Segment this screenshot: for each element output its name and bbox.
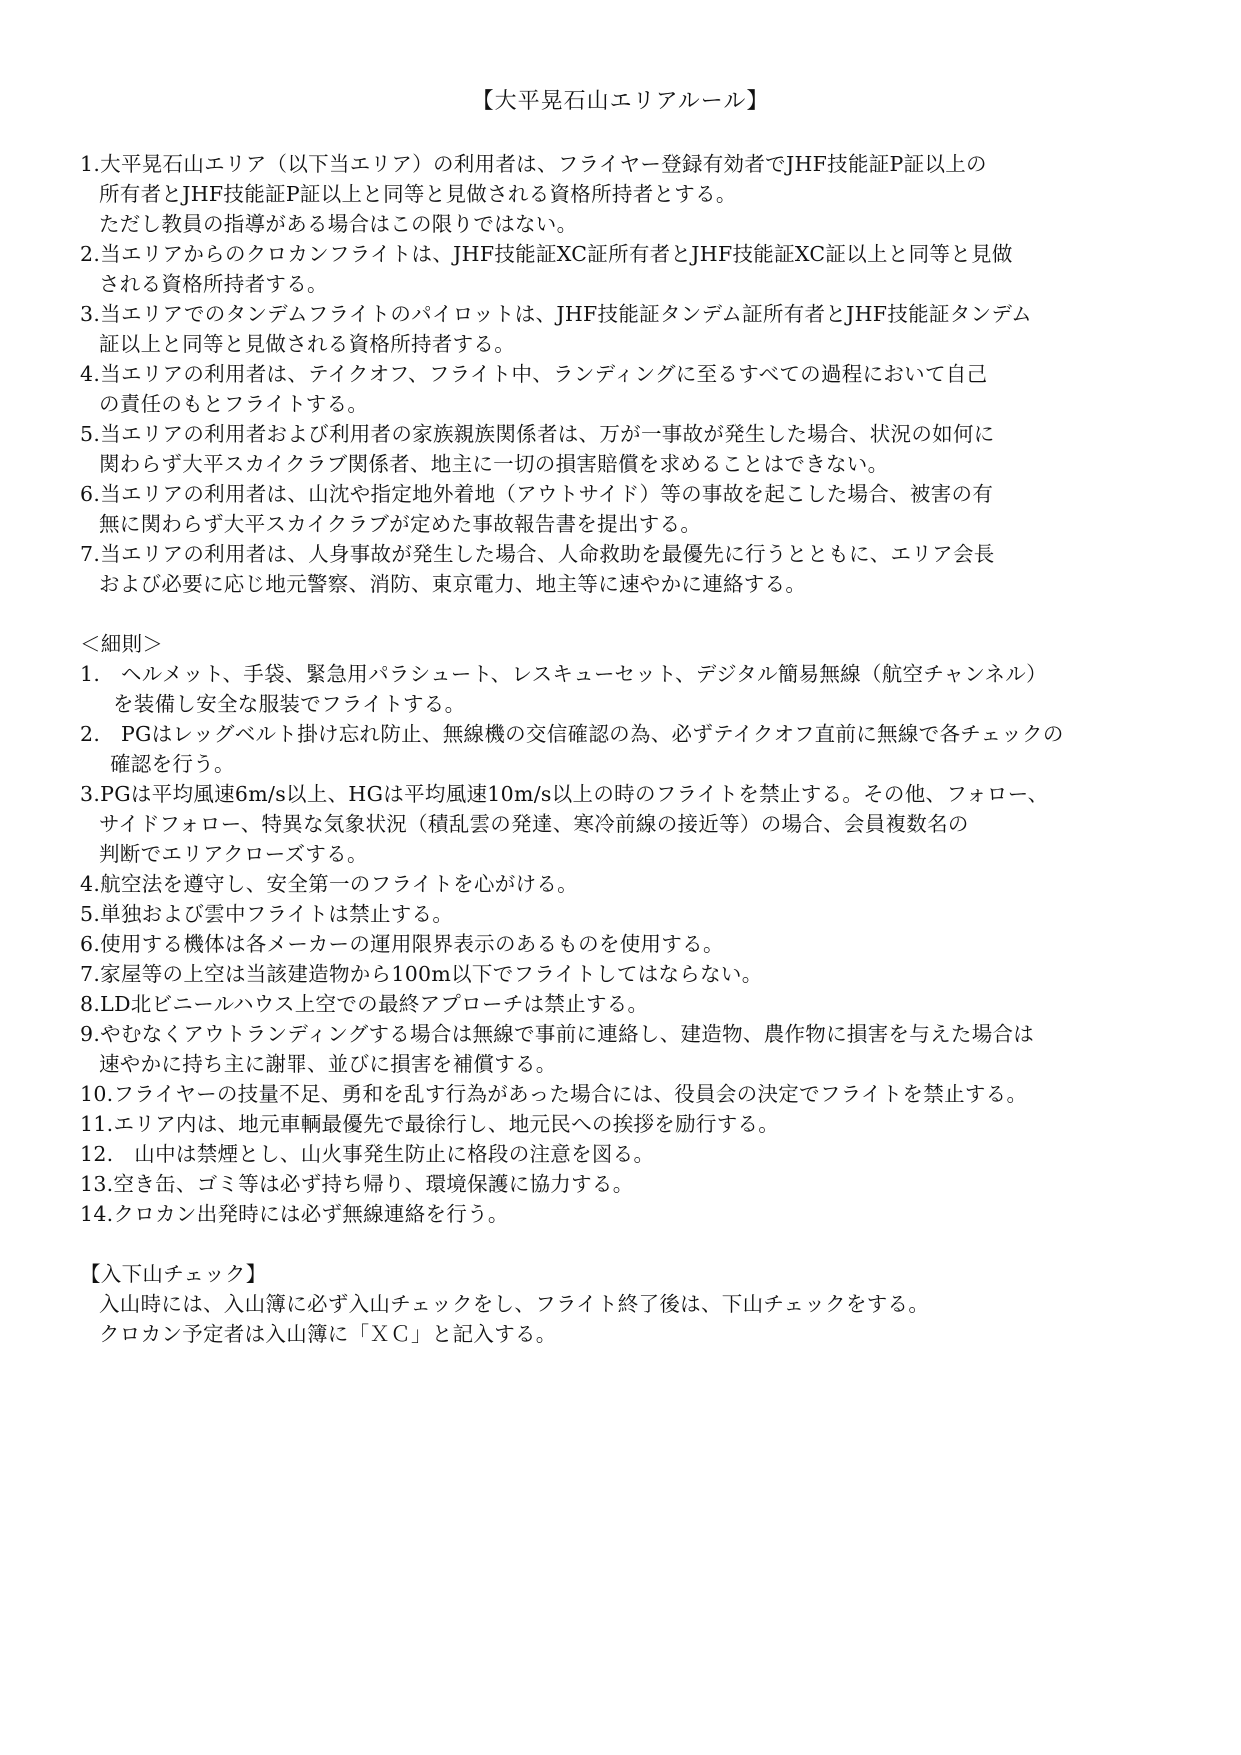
detail-13: 13.空き缶、ゴミ等は必ず持ち帰り、環境保護に協力する。 <box>80 1172 634 1196</box>
detail-14: 14.クロカン出発時には必ず無線連絡を行う。 <box>80 1202 509 1226</box>
detail-3-line-1: 3.PGは平均風速6m/s以上、HGは平均風速10m/s以上の時のフライトを禁止する。その他、フォロー、 <box>80 782 1049 806</box>
detail-6: 6.使用する機体は各メーカーの運用限界表示のあるものを使用する。 <box>80 932 724 956</box>
detail-2-line-2: 確認を行う。 <box>110 752 235 776</box>
rule-6-line-1: 6.当エリアの利用者は、山沈や指定地外着地（アウトサイド）等の事故を起こした場合、被害の有 <box>80 482 994 506</box>
detail-10: 10.フライヤーの技量不足、勇和を乱す行為があった場合には、役員会の決定でフライトを禁止する。 <box>80 1082 1028 1106</box>
detail-3-line-2: サイドフォロー、特異な気象状況（積乱雲の発達、寒冷前線の接近等）の場合、会員複数名の <box>99 812 969 836</box>
rule-2-line-1: 2.当エリアからのクロカンフライトは、JHF技能証XC証所有者とJHF技能証XC証以上と同等と見做 <box>80 242 1013 266</box>
detail-8: 8.LD北ビニールハウス上空での最終アプローチは禁止する。 <box>80 992 649 1016</box>
rule-7-line-1: 7.当エリアの利用者は、人身事故が発生した場合、人命救助を最優先に行うとともに、エリア会長 <box>80 542 995 566</box>
rule-1-line-3: ただし教員の指導がある場合はこの限りではない。 <box>99 212 578 236</box>
check-heading: 【入下山チェック】 <box>80 1262 267 1286</box>
detail-2-line-1: 2. PGはレッグベルト掛け忘れ防止、無線機の交信確認の為、必ずテイクオフ直前に無線で各チェックの <box>80 722 1064 746</box>
detail-12: 12. 山中は禁煙とし、山火事発生防止に格段の注意を図る。 <box>80 1142 655 1166</box>
rule-4-line-1: 4.当エリアの利用者は、テイクオフ、フライト中、ランディングに至るすべての過程において自己 <box>80 362 988 386</box>
detail-5: 5.単独および雲中フライトは禁止する。 <box>80 902 454 926</box>
detail-1-line-1: 1. ヘルメット、手袋、緊急用パラシュート、レスキューセット、デジタル簡易無線（航空チャンネル） <box>80 662 1047 686</box>
details-heading: ＜細則＞ <box>80 632 164 656</box>
detail-11: 11.エリア内は、地元車輌最優先で最徐行し、地元民への挨拶を励行する。 <box>80 1112 780 1136</box>
check-line-1: 入山時には、入山簿に必ず入山チェックをし、フライト終了後は、下山チェックをする。 <box>99 1292 930 1316</box>
detail-9-line-1: 9.やむなくアウトランディングする場合は無線で事前に連絡し、建造物、農作物に損害を与えた場合は <box>80 1022 1035 1046</box>
detail-4: 4.航空法を遵守し、安全第一のフライトを心がける。 <box>80 872 578 896</box>
rule-3-line-2: 証以上と同等と見做される資格所持者する。 <box>99 332 515 356</box>
detail-7: 7.家屋等の上空は当該建造物から100m以下でフライトしてはならない。 <box>80 962 763 986</box>
rule-2-line-2: される資格所持者する。 <box>99 272 328 296</box>
rule-7-line-2: および必要に応じ地元警察、消防、東京電力、地主等に速やかに連絡する。 <box>99 572 807 596</box>
rule-1-line-2: 所有者とJHF技能証P証以上と同等と見做される資格所持者とする。 <box>99 182 737 206</box>
check-line-2: クロカン予定者は入山簿に「ＸＣ」と記入する。 <box>99 1322 557 1346</box>
rule-1-line-1: 1.大平晃石山エリア（以下当エリア）の利用者は、フライヤー登録有効者でJHF技能証P証以上の <box>80 152 987 176</box>
rule-4-line-2: の責任のもとフライトする。 <box>99 392 369 416</box>
page-title: 【大平晃石山エリアルール】 <box>471 89 770 114</box>
rule-5-line-2: 関わらず大平スカイクラブ関係者、地主に一切の損害賠償を求めることはできない。 <box>99 452 889 476</box>
detail-1-line-2: を装備し安全な服装でフライトする。 <box>113 692 466 716</box>
detail-3-line-3: 判断でエリアクローズする。 <box>99 842 368 866</box>
rule-3-line-1: 3.当エリアでのタンデムフライトのパイロットは、JHF技能証タンデム証所有者とJHF技能証タンデム <box>80 302 1032 326</box>
rule-6-line-2: 無に関わらず大平スカイクラブが定めた事故報告書を提出する。 <box>99 512 702 536</box>
rule-5-line-1: 5.当エリアの利用者および利用者の家族親族関係者は、万が一事故が発生した場合、状況の如何に <box>80 422 995 446</box>
detail-9-line-2: 速やかに持ち主に謝罪、並びに損害を補償する。 <box>99 1052 557 1076</box>
